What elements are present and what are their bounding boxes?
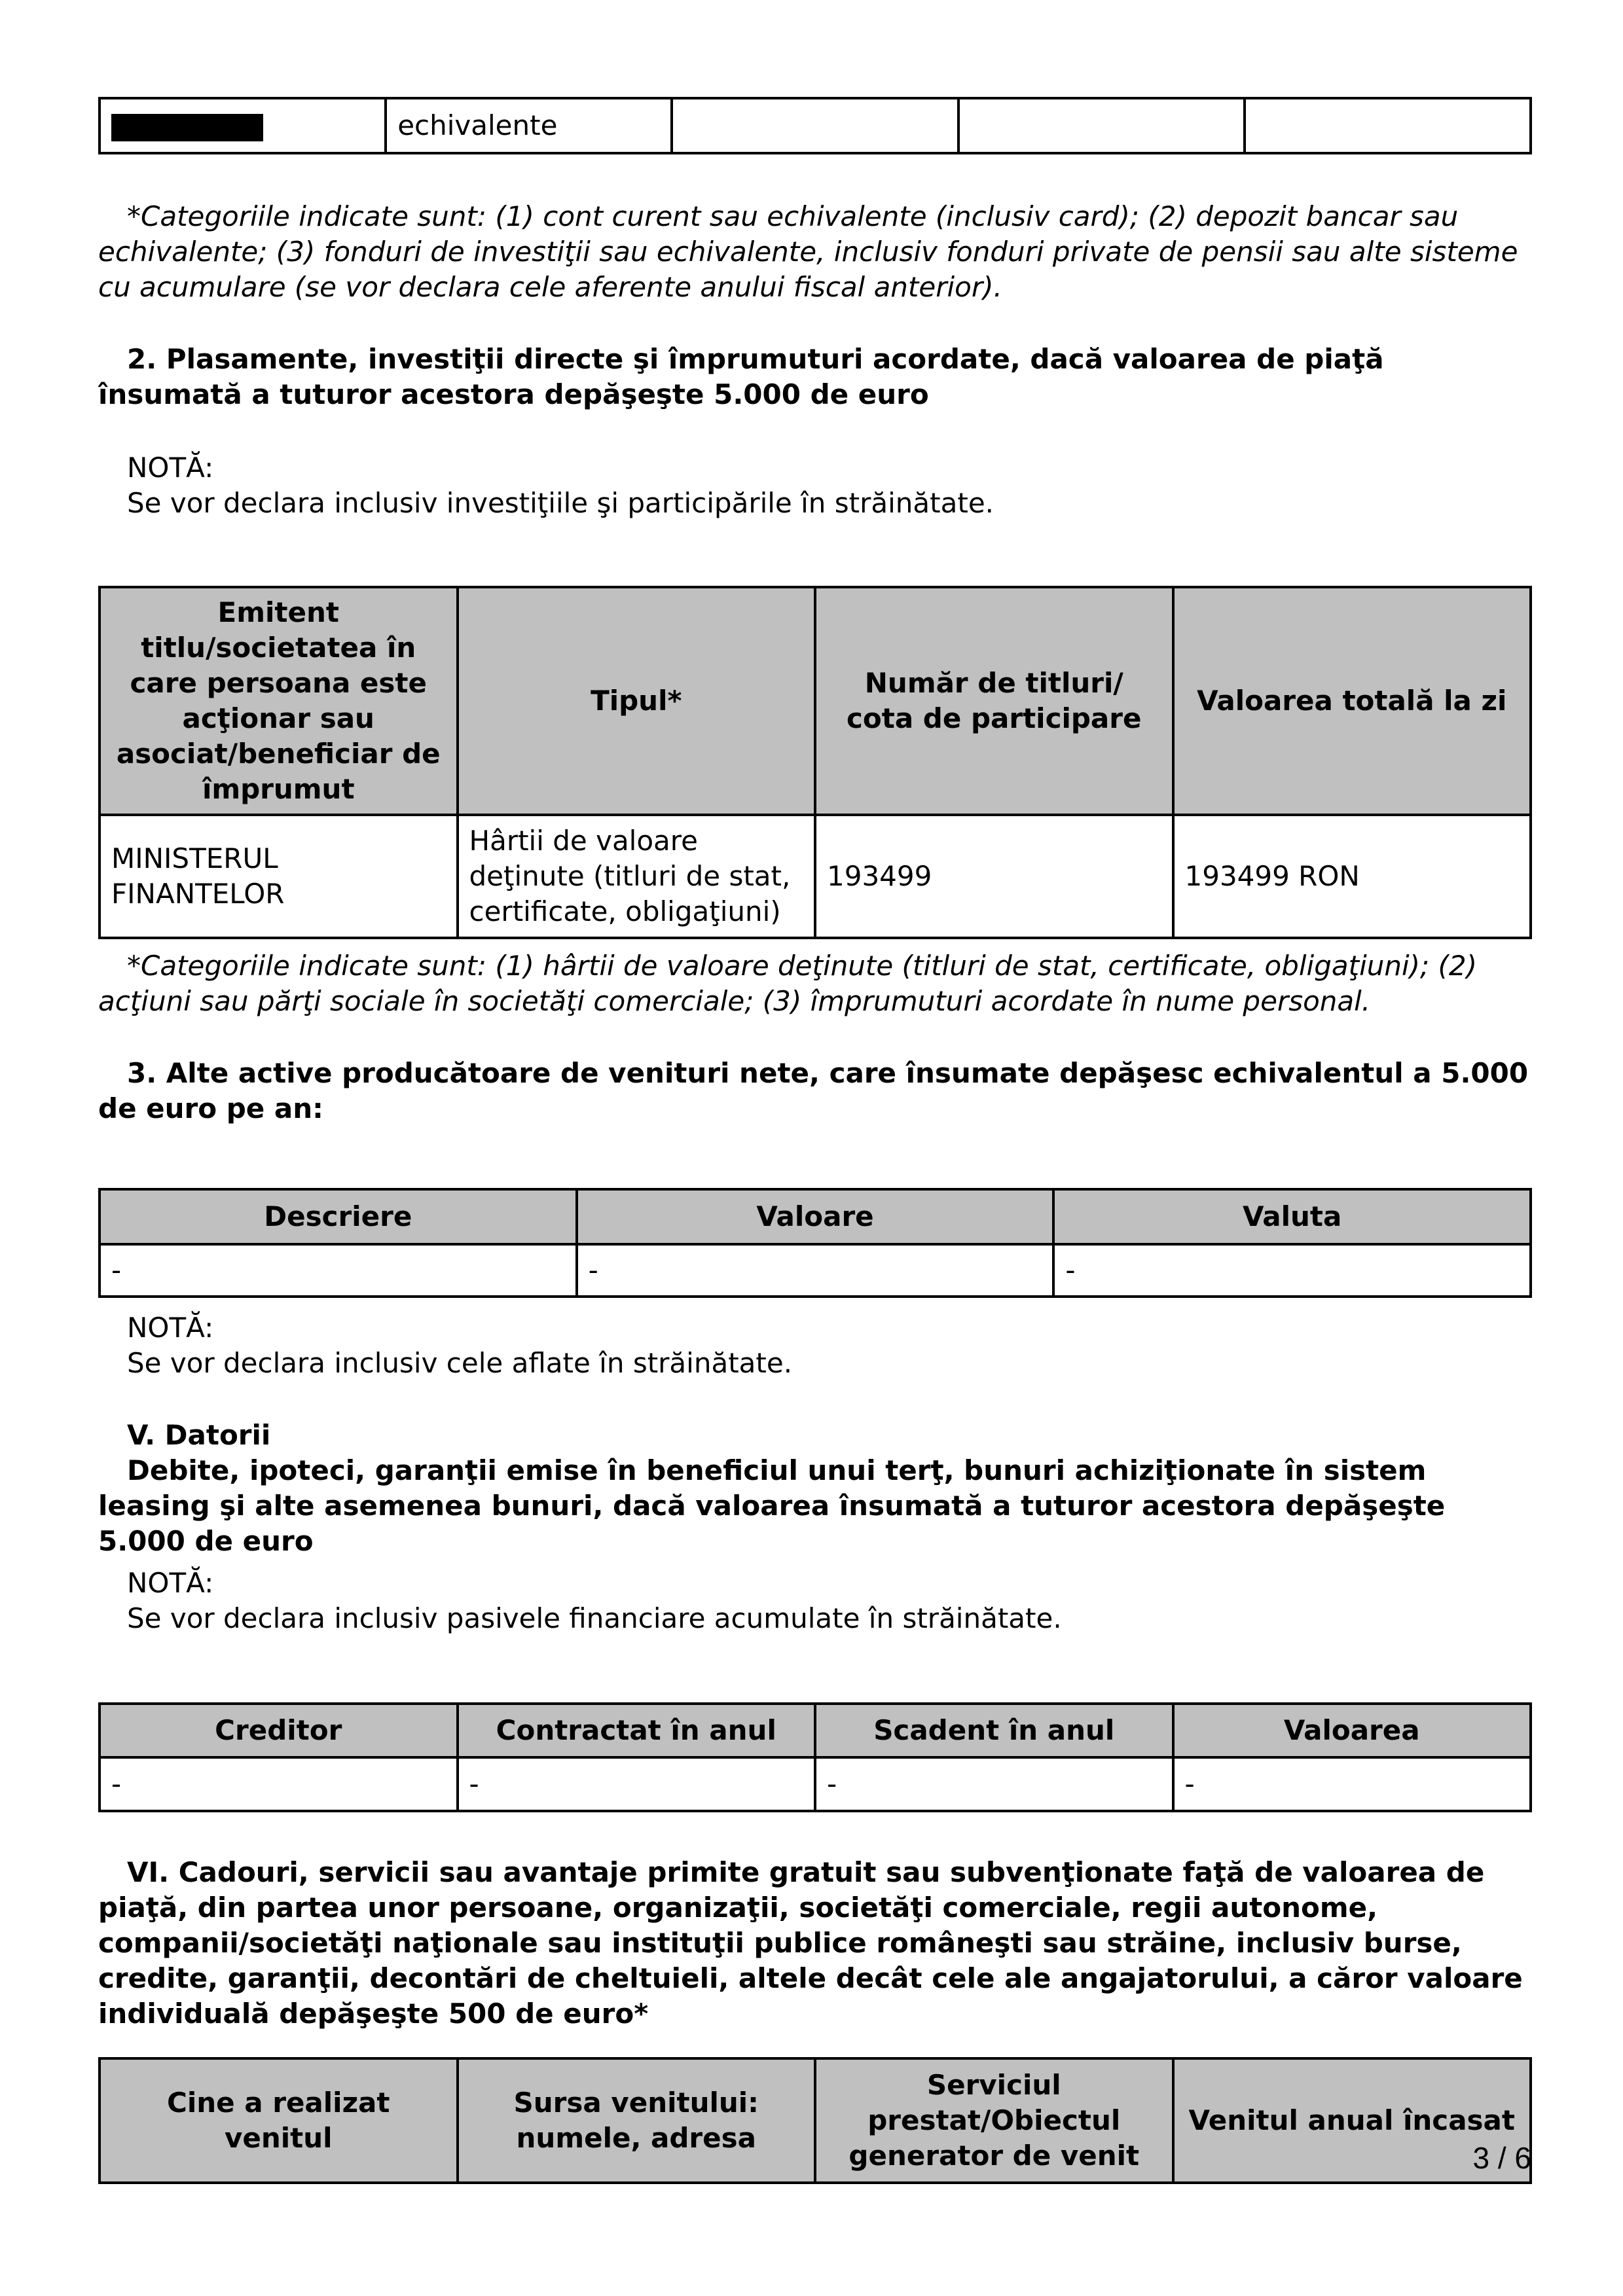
category-note: *Categoriile indicate sunt: (1) hârtii de valoare deţinute (titluri de stat, certificate, obligaţiuni); (2) acţiuni sau părţi sociale în societăţi comerciale; (3) împrumuturi acordate în nume personal. [98,950,1478,1017]
table-header: Număr de titluri/ cota de participare [815,587,1173,815]
top-continuation-table [98,97,1532,154]
table-header: Valoarea totală la zi [1173,587,1531,815]
section-title: V. Datorii [127,1419,271,1451]
table-header: Creditor [100,1704,458,1757]
investments-table [98,586,1532,939]
table-header: Sursa venitului: numele, adresa [458,2058,816,2183]
nota-text: Se vor declara inclusiv pasivele financiare acumulate în străinătate. [127,1602,1062,1634]
table-cell [958,98,1245,153]
table-cell: 193499 RON [1173,815,1531,938]
redaction-block [111,114,263,141]
table-row [100,1757,1531,1811]
table-header: Tipul* [458,587,816,815]
table-cell: - [1173,1757,1531,1811]
section-heading: 3. Alte active producătoare de venituri nete, care însumate depăşesc echivalentul a 5.000 de euro pe an: [98,1057,1529,1124]
section-heading: VI. Cadouri, servicii sau avantaje primite gratuit sau subvenţionate faţă de valoarea de piaţă, din partea unor persoane, organizaţii, societăţi comerciale, regii autonome, companii/societăţi naţionale sau instituţii publice româneşti sau străine, inclusiv burse, credite, garanţii, decontări de cheltuieli, altele decât cele ale angajatorului, a căror valoare individuală depăşeşte 500 de euro* [98,1856,1523,2030]
table-header: Venitul anual încasat [1173,2058,1531,2183]
table-header: Cine a realizat venitul [100,2058,458,2183]
nota-text: Se vor declara inclusiv investiţiile şi participările în străinătate. [127,487,994,519]
table-cell: 193499 [815,815,1173,938]
table-header: Contractat în anul [458,1704,816,1757]
section-heading: Debite, ipoteci, garanţii emise în beneficiul unui terţ, bunuri achiziţionate în sistem leasing şi alte asemenea bunuri, dacă valoarea însumată a tuturor acestora depăşeşte 5.000 de euro [98,1454,1446,1557]
nota-label: NOTĂ: [127,1567,214,1599]
other-assets-table [98,1188,1532,1298]
nota-label: NOTĂ: [127,452,214,484]
table-header: Descriere [100,1189,577,1244]
nota-text: Se vor declara inclusiv cele aflate în străinătate. [127,1347,793,1379]
table-header: Emitent titlu/societatea în care persoana este acţionar sau asociat/beneficiar de împrumut [100,587,458,815]
table-cell [1245,98,1531,153]
page-number: 3 / 6 [1472,2141,1531,2175]
table-row [100,815,1531,938]
table-cell: Hârtii de valoare deţinute (titluri de stat, certificate, obligaţiuni) [458,815,816,938]
table-cell: - [1053,1244,1531,1297]
redacted-cell [100,98,386,153]
table-row [100,1244,1531,1297]
table-header: Scadent în anul [815,1704,1173,1757]
table-cell: - [577,1244,1054,1297]
table-header: Valuta [1053,1189,1531,1244]
table-header: Serviciul prestat/Obiectul generator de venit [815,2058,1173,2183]
table-cell: echivalente [386,98,672,153]
table-header: Valoarea [1173,1704,1531,1757]
table-cell: MINISTERUL FINANTELOR [100,815,458,938]
gifts-table [98,2057,1532,2184]
table-cell [672,98,958,153]
table-cell: - [458,1757,816,1811]
category-note: *Categoriile indicate sunt: (1) cont curent sau echivalente (inclusiv card); (2) depozit bancar sau echivalente; (3) fonduri de investiţii sau echivalente, inclusiv fonduri private de pensii sau alte sisteme cu acumulare (se vor declara cele aferente anului fiscal anterior). [98,200,1518,303]
table-cell: - [815,1757,1173,1811]
section-heading: 2. Plasamente, investiţii directe şi împrumuturi acordate, dacă valoarea de piaţă însumată a tuturor acestora depăşeşte 5.000 de euro [98,343,1384,410]
table-cell: - [100,1244,577,1297]
table-cell: - [100,1757,458,1811]
debts-table [98,1702,1532,1812]
table-header: Valoare [577,1189,1054,1244]
nota-label: NOTĂ: [127,1312,214,1344]
